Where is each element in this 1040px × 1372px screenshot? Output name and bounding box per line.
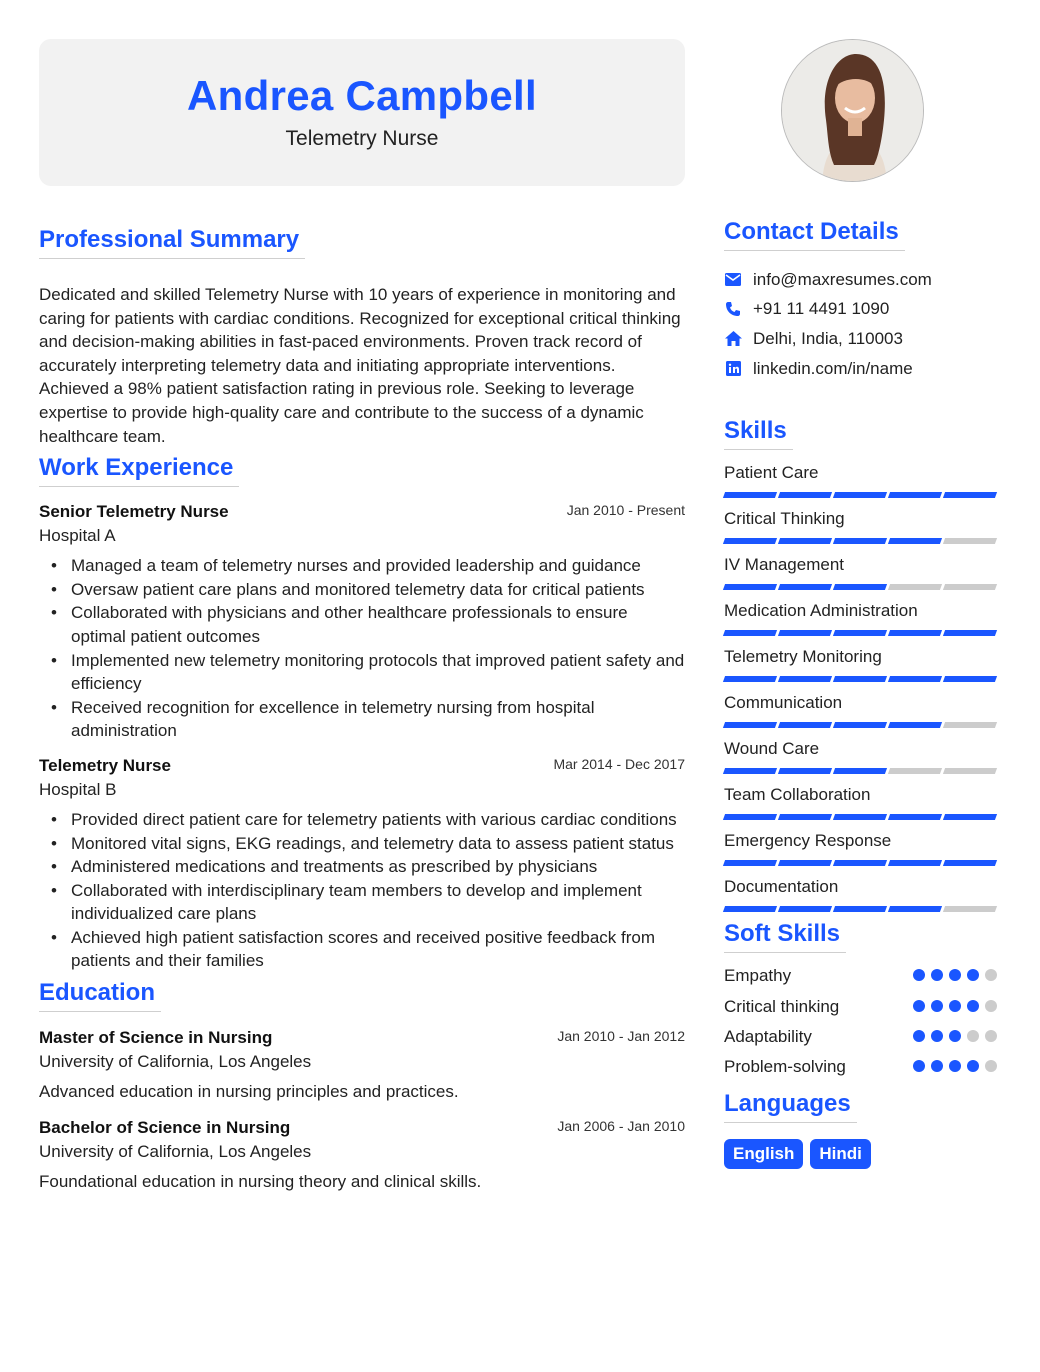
bullet-item: • Managed a team of telemetry nurses and provided leadership and guidance <box>39 554 685 578</box>
contact-email-text: info@maxresumes.com <box>753 269 932 289</box>
skill-item <box>724 830 1004 866</box>
skill-name: Medication Administration <box>724 601 918 621</box>
skill-item <box>724 876 1004 912</box>
skill-name: Telemetry Monitoring <box>724 647 882 667</box>
skill-level-segment <box>778 492 832 498</box>
profile-photo <box>781 39 924 182</box>
skill-level-segment <box>943 814 997 820</box>
skill-level-segment <box>943 630 997 636</box>
soft-skill-item <box>724 996 1004 1026</box>
job-bullets <box>39 554 685 743</box>
bullet-item: • Monitored vital signs, EKG readings, and telemetry data to assess patient status <box>39 832 685 856</box>
job-organization: Hospital B <box>39 779 117 799</box>
rating-dot <box>967 969 979 981</box>
skill-name: Patient Care <box>724 463 819 483</box>
experience-section <box>39 454 685 973</box>
skill-level-segment <box>943 860 997 866</box>
contact-phone-text: +91 11 4491 1090 <box>753 299 890 319</box>
skill-level-segment <box>778 906 832 912</box>
soft-skill-item <box>724 1026 1004 1056</box>
skill-level-segment <box>888 676 942 682</box>
education-entry <box>39 1026 685 1104</box>
bullet-item: • Administered medications and treatments as prescribed by physicians <box>39 855 685 879</box>
skill-level-segment <box>723 722 777 728</box>
school-name: University of California, Los Angeles <box>39 1052 312 1072</box>
job-entry <box>39 754 685 973</box>
job-organization: Hospital A <box>39 526 116 546</box>
skill-name: Communication <box>724 693 843 713</box>
skill-level-segment <box>833 630 887 636</box>
contact-address-text: Delhi, India, 110003 <box>753 328 903 348</box>
skill-name: Team Collaboration <box>724 785 871 805</box>
skill-level-bar <box>724 860 1004 866</box>
rating-dot <box>967 1000 979 1012</box>
school-name: University of California, Los Angeles <box>39 1142 312 1162</box>
skill-name: Documentation <box>724 877 839 897</box>
skill-item <box>724 508 1004 544</box>
rating-dot <box>949 1060 961 1072</box>
skill-level-segment <box>723 676 777 682</box>
skill-level-segment <box>723 492 777 498</box>
skill-level-segment <box>723 906 777 912</box>
bullet-item: • Oversaw patient care plans and monitored telemetry data for critical patients <box>39 578 685 602</box>
education-description: Foundational education in nursing theory and clinical skills. <box>39 1172 482 1192</box>
soft-skills-list <box>724 965 1004 1086</box>
education-heading: Education <box>39 979 161 1012</box>
languages-section <box>724 1090 1004 1169</box>
skill-level-segment <box>888 630 942 636</box>
rating-dot <box>913 969 925 981</box>
skill-level-segment <box>943 492 997 498</box>
contact-section <box>724 218 1004 383</box>
soft-skill-rating <box>913 1000 1003 1022</box>
phone-icon <box>724 300 742 318</box>
soft-skill-rating <box>913 1060 1003 1082</box>
rating-dot <box>931 1000 943 1012</box>
languages-list <box>724 1139 1004 1169</box>
soft-skill-item <box>724 1056 1004 1086</box>
contact-linkedin-text: linkedin.com/in/name <box>753 358 913 378</box>
skill-level-segment <box>888 906 942 912</box>
skill-level-segment <box>778 630 832 636</box>
skill-level-segment <box>833 814 887 820</box>
skill-level-bar <box>724 538 1004 544</box>
envelope-icon <box>724 271 742 289</box>
bullet-item: • Received recognition for excellence in telemetry nursing from hospital administration <box>39 696 685 743</box>
education-description: Advanced education in nursing principles and practices. <box>39 1082 459 1102</box>
skill-level-segment <box>723 860 777 866</box>
job-date: Jan 2010 - Present <box>566 502 685 519</box>
degree-title: Bachelor of Science in Nursing <box>39 1118 291 1138</box>
candidate-title: Telemetry Nurse <box>285 127 439 150</box>
skill-level-segment <box>888 538 942 544</box>
skill-level-segment <box>888 860 942 866</box>
skill-level-segment <box>888 768 942 774</box>
skills-heading: Skills <box>724 417 793 450</box>
soft-skill-item <box>724 965 1004 995</box>
skill-level-segment <box>943 722 997 728</box>
soft-skill-name: Critical thinking <box>724 996 840 1016</box>
skill-level-segment <box>778 676 832 682</box>
skill-level-bar <box>724 768 1004 774</box>
skill-name: Critical Thinking <box>724 509 845 529</box>
education-date: Jan 2006 - Jan 2010 <box>557 1118 685 1135</box>
education-section <box>39 979 685 1194</box>
contact-email[interactable] <box>724 265 1004 295</box>
skill-level-segment <box>943 676 997 682</box>
skill-level-segment <box>723 584 777 590</box>
bullet-item: • Collaborated with interdisciplinary team members to develop and implement individualized care plans <box>39 879 685 926</box>
experience-heading: Work Experience <box>39 454 239 487</box>
languages-heading: Languages <box>724 1090 857 1123</box>
skill-level-segment <box>943 768 997 774</box>
bullet-item: • Achieved high patient satisfaction scores and received positive feedback from patients and their families <box>39 926 685 973</box>
soft-skills-section <box>724 920 1004 1086</box>
job-bullets <box>39 808 685 973</box>
skill-level-segment <box>778 768 832 774</box>
job-date: Mar 2014 - Dec 2017 <box>553 755 685 772</box>
summary-section <box>39 226 685 448</box>
skill-item <box>724 646 1004 682</box>
skill-level-segment <box>888 722 942 728</box>
skill-level-segment <box>833 768 887 774</box>
skill-level-segment <box>833 492 887 498</box>
skill-item <box>724 600 1004 636</box>
soft-skill-name: Problem-solving <box>724 1057 846 1077</box>
skill-level-segment <box>723 630 777 636</box>
rating-dot <box>949 1030 961 1042</box>
rating-dot <box>985 1000 997 1012</box>
skill-level-segment <box>943 906 997 912</box>
skill-level-segment <box>778 538 832 544</box>
soft-skills-heading: Soft Skills <box>724 920 846 953</box>
skill-level-segment <box>888 492 942 498</box>
linkedin-icon <box>724 360 742 378</box>
skill-level-segment <box>778 722 832 728</box>
summary-text: Dedicated and skilled Telemetry Nurse with 10 years of experience in monitoring and caring for patients with cardiac conditions. Recognized for exceptional critical thinking and decision-making abilities in fast-paced environments. Proven track record of accurately interpreting telemetry data and initiating appropriate interventions. Achieved a 98% patient satisfaction rating in previous role. Seeking to leverage expertise to provide high-quality care and contribute to the success of a dynamic healthcare team. <box>39 285 681 446</box>
skill-name: IV Management <box>724 555 845 575</box>
skill-level-segment <box>778 814 832 820</box>
skill-name: Emergency Response <box>724 831 892 851</box>
skill-level-segment <box>723 538 777 544</box>
contact-heading: Contact Details <box>724 218 905 251</box>
skill-item <box>724 554 1004 590</box>
education-entry <box>39 1116 685 1194</box>
rating-dot <box>985 969 997 981</box>
bullet-item: • Implemented new telemetry monitoring protocols that improved patient safety and efficiency <box>39 649 685 696</box>
skill-level-segment <box>833 538 887 544</box>
skill-level-segment <box>888 814 942 820</box>
skill-level-segment <box>833 676 887 682</box>
rating-dot <box>931 1060 943 1072</box>
language-badge: English <box>724 1139 803 1169</box>
skill-item <box>724 692 1004 728</box>
skill-level-bar <box>724 722 1004 728</box>
rating-dot <box>913 1000 925 1012</box>
skill-level-bar <box>724 814 1004 820</box>
skill-level-segment <box>943 538 997 544</box>
contact-address <box>724 324 1004 354</box>
skill-level-segment <box>833 860 887 866</box>
rating-dot <box>931 1030 943 1042</box>
summary-heading: Professional Summary <box>39 226 305 259</box>
rating-dot <box>949 1000 961 1012</box>
language-badge: Hindi <box>810 1139 871 1169</box>
skill-level-segment <box>943 584 997 590</box>
skill-level-bar <box>724 630 1004 636</box>
bullet-item: • Collaborated with physicians and other healthcare professionals to ensure optimal patient outcomes <box>39 601 685 648</box>
soft-skill-name: Empathy <box>724 966 792 986</box>
bullet-item: • Provided direct patient care for telemetry patients with various cardiac conditions <box>39 808 685 832</box>
rating-dot <box>985 1060 997 1072</box>
rating-dot <box>931 969 943 981</box>
rating-dot <box>913 1060 925 1072</box>
skill-level-bar <box>724 584 1004 590</box>
skill-level-segment <box>833 722 887 728</box>
contact-phone[interactable] <box>724 295 1004 325</box>
skill-name: Wound Care <box>724 739 820 759</box>
soft-skill-name: Adaptability <box>724 1026 812 1046</box>
header-box <box>39 39 685 186</box>
profile-photo-illustration <box>782 40 924 182</box>
job-entry <box>39 500 685 743</box>
skill-level-segment <box>833 584 887 590</box>
skills-section <box>724 417 1004 912</box>
soft-skill-rating <box>913 969 1003 991</box>
job-title: Telemetry Nurse <box>39 755 171 775</box>
contact-linkedin[interactable] <box>724 354 1004 384</box>
left-column <box>39 39 685 1194</box>
skills-list <box>724 462 1004 912</box>
skill-level-segment <box>888 584 942 590</box>
skill-level-segment <box>778 860 832 866</box>
skill-level-segment <box>778 584 832 590</box>
skill-level-bar <box>724 906 1004 912</box>
skill-level-segment <box>833 906 887 912</box>
skill-level-bar <box>724 676 1004 682</box>
soft-skill-rating <box>913 1030 1003 1052</box>
skill-item <box>724 784 1004 820</box>
skill-item <box>724 738 1004 774</box>
rating-dot <box>949 969 961 981</box>
rating-dot <box>967 1030 979 1042</box>
rating-dot <box>985 1030 997 1042</box>
degree-title: Master of Science in Nursing <box>39 1028 273 1048</box>
right-column <box>724 39 1004 1169</box>
rating-dot <box>967 1060 979 1072</box>
skill-level-bar <box>724 492 1004 498</box>
skill-level-segment <box>723 814 777 820</box>
candidate-name: Andrea Campbell <box>187 72 537 119</box>
home-icon <box>724 330 742 348</box>
rating-dot <box>913 1030 925 1042</box>
education-date: Jan 2010 - Jan 2012 <box>557 1028 685 1045</box>
skill-item <box>724 462 1004 498</box>
job-title: Senior Telemetry Nurse <box>39 502 229 522</box>
skill-level-segment <box>723 768 777 774</box>
